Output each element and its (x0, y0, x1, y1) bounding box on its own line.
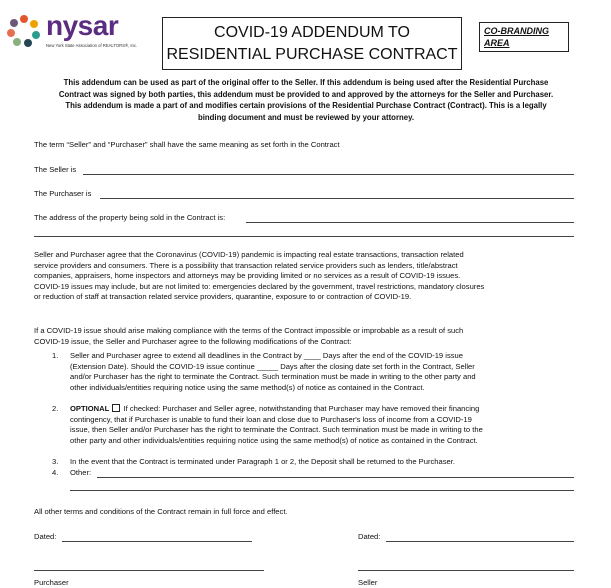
purchaser-name-field[interactable] (100, 198, 574, 199)
agreement-line-4: COVID-19 issues may include, but are not limited to: emergencies declared by the government, travel restrictions, mandatory closures (34, 281, 485, 291)
item-2-line-1-rest: If checked: Purchaser and Seller agree, notwithstanding that Purchaser may have removed their financing (123, 404, 480, 413)
agreement-line-5: or reduction of staff at transaction related service providers, quarantine, exposure to or contraction of COVID-19. (34, 292, 412, 302)
seller-label: The Seller is (34, 165, 77, 174)
modifications-intro-line-1: If a COVID-19 issue should arise making compliance with the terms of the Contract impossible or improbable as a result of such (34, 326, 464, 335)
dated-right-label: Dated: (358, 532, 381, 541)
logo-dot (20, 15, 28, 23)
logo-dot (10, 19, 18, 27)
seller-signature-label: Seller (358, 578, 378, 587)
cobranding-line-2: AREA (484, 38, 510, 48)
purchaser-date-field[interactable] (62, 541, 252, 542)
title-line-2: RESIDENTIAL PURCHASE CONTRACT (166, 46, 458, 63)
item-2-number: 2. (52, 404, 59, 413)
cobranding-area (479, 22, 569, 52)
intro-line-1: This addendum can be used as part of the original offer to the Seller. If this addendum is being used after the Residential Purchase (63, 78, 549, 87)
property-address-label: The address of the property being sold in the Contract is: (34, 213, 226, 222)
item-2-line-3: issue, then Seller and/or Purchaser has the right to terminate the Contract. Such termination must be made in writing to the (70, 425, 483, 435)
modifications-intro-line-2: COVID-19 issue, the Seller and Purchaser agree to the following modifications of the Contract: (34, 336, 352, 346)
cobranding-line-1: CO-BRANDING (484, 26, 549, 36)
intro-line-4: binding document and must be reviewed by your attorney. (197, 112, 415, 122)
item-2-line-1 (70, 404, 590, 415)
covid-impact-paragraph (34, 250, 582, 303)
item-3-number: 3. (52, 457, 59, 466)
dated-left-label: Dated: (34, 532, 57, 541)
logo-tagline: New York State Association of REALTORS®, Inc. (46, 43, 138, 48)
agreement-line-1: Seller and Purchaser agree that the Coronavirus (COVID-19) pandemic is impacting real estate transactions, transaction related (34, 250, 464, 259)
item-1-line-3: and/or Purchaser has the right to terminate the Contract. Such termination must be made in writing to the other party and (70, 372, 476, 382)
item-2-line-2: contingency, that if Purchaser is unable to fund their loan and close due to Purchaser's loss of income from a COVID-19 (70, 414, 472, 424)
seller-date-field[interactable] (386, 541, 574, 542)
item-3-deposit-return: In the event that the Contract is terminated under Paragraph 1 or 2, the Deposit shall be returned to the Purchaser. (70, 457, 455, 466)
agreement-line-2: service providers and consumers. There is a possibility that transaction related service providers such as lenders, title/abstract (34, 260, 458, 270)
item-1-line-4: other individuals/entities requiring notice using the same method(s) of notice as contained in the Contract. (70, 382, 425, 392)
property-address-field[interactable] (246, 222, 574, 223)
agreement-line-3: companies, appraisers, home inspectors and attorneys may be providing limited or no services as a result of COVID-19 issues. (34, 271, 461, 281)
logo-dot (32, 31, 40, 39)
seller-signature-field[interactable] (358, 570, 574, 571)
logo-dot (30, 20, 38, 28)
optional-label: OPTIONAL (70, 404, 110, 413)
item-1-number: 1. (52, 351, 59, 360)
document-title-box (162, 17, 462, 70)
property-address-field-line-2[interactable] (34, 236, 574, 237)
intro-notice (30, 77, 582, 123)
item-1-extend-deadlines (70, 351, 590, 393)
intro-line-3: This addendum is made a part of and modifies certain provisions of the Residential Purchase Contract (Contract). This is a legally (65, 101, 547, 110)
seller-name-field[interactable] (83, 174, 574, 175)
other-terms-field[interactable] (97, 477, 574, 478)
item-2-line-4: other party and other individuals/entities requiring notice using the same method(s) of notice as contained in the Contract. (70, 435, 478, 445)
item-4-number: 4. (52, 468, 59, 477)
logo-dot (24, 39, 32, 47)
item-1-line-2: (Extension Date). Should the COVID-19 issue continue _____ Days after the closing date set forth in the Contract, Seller (70, 361, 475, 371)
logo-dot (13, 38, 21, 46)
logo-dot (7, 29, 15, 37)
purchaser-signature-label: Purchaser (34, 578, 69, 587)
item-2-optional-financing (70, 404, 590, 446)
other-terms-field-line-2[interactable] (70, 490, 574, 491)
purchaser-signature-field[interactable] (34, 570, 264, 571)
modifications-intro (34, 326, 582, 347)
item-1-line-1: Seller and Purchaser agree to extend all deadlines in the Contract by ____ Days after the end of the COVID-19 issue (70, 351, 463, 360)
item-4-other-label: Other: (70, 468, 92, 477)
purchaser-label: The Purchaser is (34, 189, 92, 198)
intro-line-2: Contract was signed by both parties, this addendum must be provided to and approved by the attorneys for the Seller and Purchaser. (58, 89, 554, 99)
closing-statement: All other terms and conditions of the Contract remain in full force and effect. (34, 507, 288, 516)
terms-statement: The term “Seller” and “Purchaser” shall have the same meaning as set forth in the Contract (34, 140, 340, 149)
optional-checkbox[interactable] (112, 404, 120, 412)
nysar-logo-mark-icon (7, 14, 41, 48)
title-line-1: COVID-19 ADDENDUM TO (214, 24, 410, 41)
logo-brand-text: nysar (46, 10, 119, 41)
